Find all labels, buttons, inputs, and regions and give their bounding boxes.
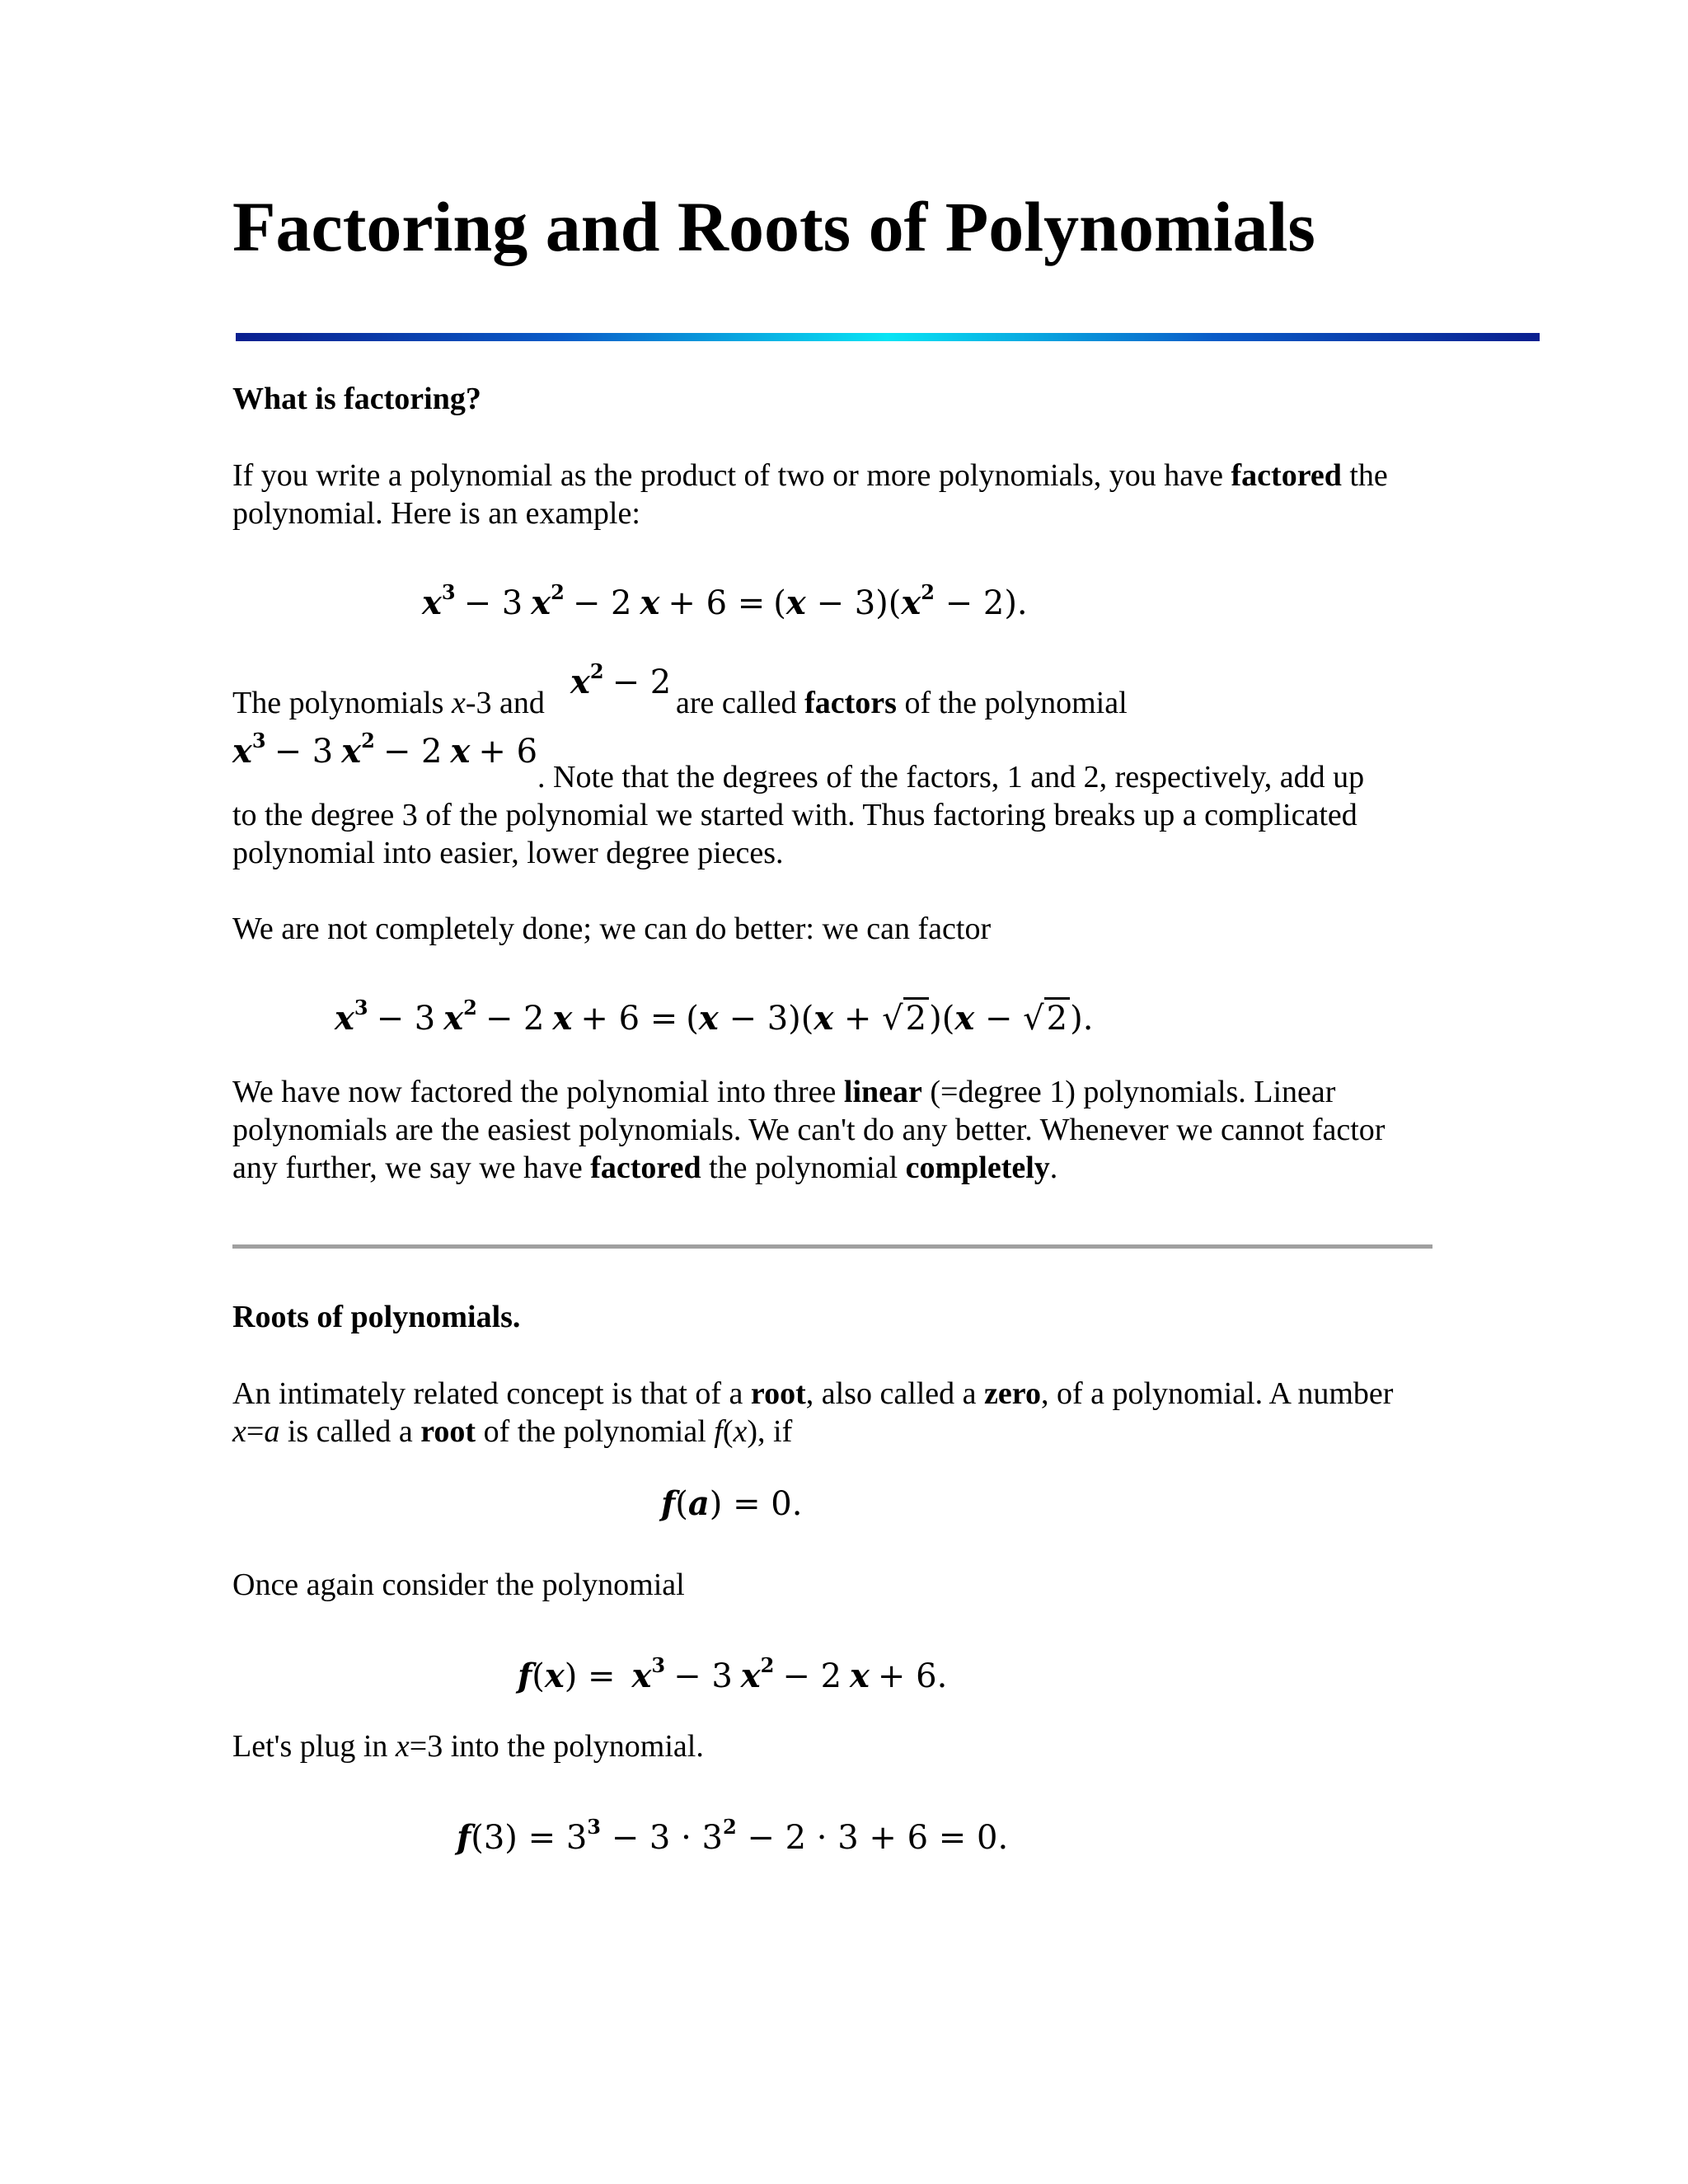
sqrt-symbol: √ [882, 1000, 903, 1038]
math-text: ). [1070, 1000, 1094, 1038]
equation-f-of-3 [457, 1807, 1008, 1858]
math-op: − 2 [782, 1657, 842, 1695]
italic-var: f [714, 1414, 723, 1449]
math-var: f [518, 1657, 532, 1695]
math-exp: 3 [587, 1815, 601, 1839]
math-var: x [341, 732, 362, 771]
math-var: f [457, 1818, 471, 1857]
math-var: f [661, 1484, 676, 1523]
bold-term: factors [804, 686, 897, 720]
equation-factoring-example [422, 572, 1028, 624]
math-var: x [740, 1657, 761, 1695]
math-var: x [552, 999, 573, 1038]
inline-polynomial [232, 720, 546, 772]
paragraph-not-done: We are not completely done; we can do better: we can factor [232, 912, 992, 946]
text: =3 into the polynomial. [409, 1729, 704, 1764]
math-op: + 6. [877, 1657, 948, 1695]
math-text: − 3 · 3 [600, 1819, 723, 1857]
math-op: + 6 = [580, 1000, 678, 1038]
math-op: − 2 [612, 663, 672, 701]
math-paren: ( [675, 1485, 688, 1523]
text: of the polynomial [896, 686, 1128, 720]
math-op: − 2 [485, 1000, 545, 1038]
text: are called [676, 686, 805, 720]
text: -3 and [465, 686, 545, 720]
sqrt-radicand: 2 [903, 997, 929, 1038]
italic-var: a [264, 1414, 280, 1449]
bold-term: factored [590, 1151, 701, 1185]
text: (=degree 1) polynomials. Linear polynomials are the easiest polynomials. We can't do any better. Whenever we cannot factor any further, we say we have [232, 1075, 1386, 1185]
math-paren: ( [532, 1657, 545, 1695]
math-paren: ( [800, 1000, 814, 1038]
page-title: Factoring and Roots of Polynomials [232, 187, 1315, 266]
bold-term: completely [905, 1151, 1050, 1185]
math-var: x [850, 1657, 870, 1695]
equation-root-condition [661, 1483, 802, 1525]
math-exp: 2 [551, 580, 565, 604]
math-op: − 3 [274, 733, 334, 771]
text: ( [722, 1414, 734, 1449]
math-var: x [422, 583, 442, 622]
math-op: − [974, 1000, 1024, 1038]
section-heading-factoring: What is factoring? [232, 382, 481, 416]
text: is called a [279, 1414, 421, 1449]
italic-var: x [733, 1414, 748, 1449]
math-text: (3) = 3 [471, 1819, 588, 1857]
paragraph-root-definition [232, 1375, 1403, 1451]
math-var: x [785, 583, 806, 622]
text: Let's plug in [232, 1729, 396, 1764]
math-var: a [687, 1484, 710, 1523]
math-op: − 2 [572, 584, 632, 622]
text-polynomials-and [232, 684, 545, 722]
math-exp: 2 [463, 996, 477, 1019]
math-var: x [814, 999, 834, 1038]
math-text: ) = 0. [709, 1485, 803, 1523]
math-text: − 3) [718, 1000, 801, 1038]
math-op: + 6 [478, 733, 538, 771]
text-are-called-factors [676, 684, 1128, 722]
math-var: x [631, 1657, 652, 1695]
text: We have now factored the polynomial into three [232, 1075, 844, 1109]
math-text: − 2). [934, 584, 1028, 622]
math-var: x [335, 999, 354, 1038]
gradient-divider [236, 333, 1540, 341]
text: the polynomial. Here is an example: [232, 458, 1388, 531]
math-op: + [833, 1000, 883, 1038]
math-op: − 3 [463, 584, 523, 622]
math-var: x [570, 663, 590, 701]
text: If you write a polynomial as the product of two or more polynomials, you have [232, 458, 1231, 493]
math-op: + 6 = [668, 584, 766, 622]
sqrt-symbol: √ [1023, 1000, 1044, 1038]
equation-f-of-x [518, 1645, 955, 1697]
math-var: x [640, 583, 660, 622]
paragraph-consider-polynomial: Once again consider the polynomial [232, 1568, 685, 1602]
math-exp: 3 [651, 1653, 666, 1677]
paragraph-factoring-definition [232, 457, 1452, 532]
text: . [1049, 1151, 1058, 1185]
math-exp: 2 [361, 729, 375, 752]
sqrt-radicand: 2 [1044, 997, 1070, 1038]
text: the polynomial [701, 1151, 906, 1185]
math-space [616, 1657, 632, 1695]
math-op: − 2 [382, 733, 443, 771]
bold-term: zero [984, 1376, 1041, 1411]
text: ), if [747, 1414, 793, 1449]
math-var: x [544, 1657, 565, 1695]
text-note-degrees: . Note that the degrees of the factors, 1 and 2, respectively, add up [537, 760, 1365, 794]
italic-var: x [232, 1414, 246, 1449]
math-text: ) = [564, 1657, 616, 1695]
math-var: x [531, 583, 551, 622]
math-paren: ( [686, 1000, 699, 1038]
math-paren: ( [941, 1000, 955, 1038]
math-var: x [232, 732, 252, 771]
text: , of a polynomial. A number [1040, 1376, 1394, 1411]
math-paren-close: ) [929, 1000, 942, 1038]
math-exp: 3 [251, 729, 266, 752]
bold-term: linear [843, 1075, 922, 1109]
math-exp: 2 [589, 659, 604, 683]
math-op: − 3 [673, 1657, 733, 1695]
text: of the polynomial [476, 1414, 715, 1449]
section-heading-roots: Roots of polynomials. [232, 1300, 521, 1334]
inline-factor-x2-minus-2 [570, 651, 679, 703]
math-var: x [954, 999, 975, 1038]
paragraph-degree-explanation: to the degree 3 of the polynomial we started with. Thus factoring breaks up a complicated polynomial into easier, lower degree pieces. [232, 798, 1357, 870]
paragraph-plug-in [232, 1727, 1452, 1765]
bold-term: root [750, 1376, 806, 1411]
math-exp: 3 [354, 996, 368, 1019]
math-exp: 2 [921, 580, 935, 604]
section-divider [232, 1244, 1432, 1249]
text: The polynomials [232, 686, 452, 720]
math-exp: 3 [441, 580, 456, 604]
text: = [246, 1414, 265, 1449]
math-var: x [901, 583, 921, 622]
math-var: x [443, 999, 464, 1038]
bold-term: root [420, 1414, 476, 1449]
math-var: x [698, 999, 719, 1038]
math-op: − 3 [376, 1000, 436, 1038]
math-text: − 3) [805, 584, 889, 622]
italic-var: x [451, 686, 466, 720]
italic-var: x [395, 1729, 410, 1764]
math-paren: ( [773, 584, 786, 622]
paragraph-linear-factors [232, 1073, 1419, 1187]
math-var: x [450, 732, 471, 771]
math-paren: ( [888, 584, 902, 622]
text: , also called a [805, 1376, 985, 1411]
equation-complete-factoring [335, 987, 1093, 1039]
text: An intimately related concept is that of a [232, 1376, 751, 1411]
math-exp: 2 [722, 1815, 737, 1839]
bold-term: factored [1231, 458, 1342, 493]
math-exp: 2 [760, 1653, 775, 1677]
math-text: − 2 · 3 + 6 = 0. [736, 1819, 1009, 1857]
